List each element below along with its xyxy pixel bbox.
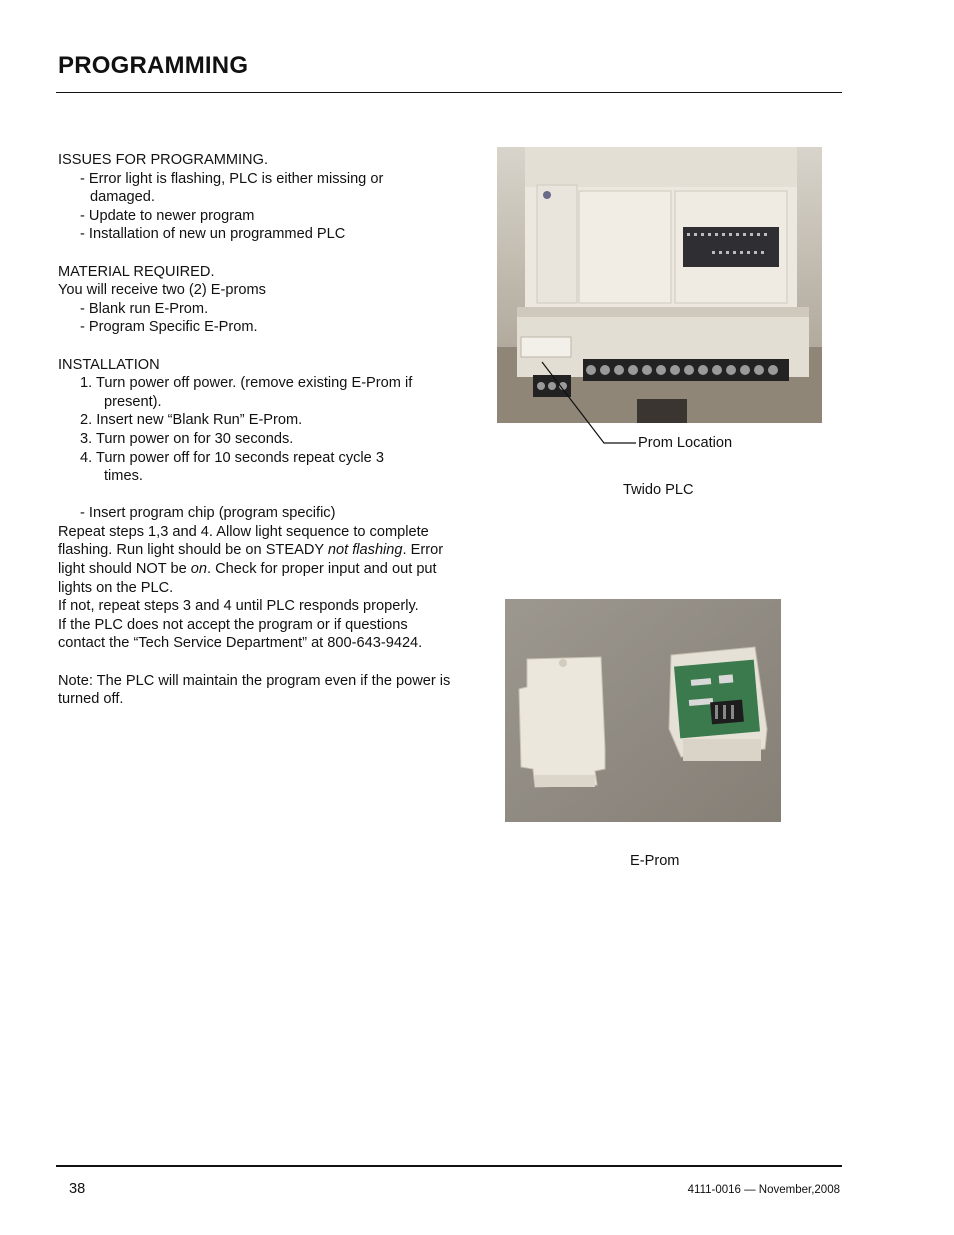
issue-item: - Installation of new un programmed PLC xyxy=(80,226,346,243)
installation-step: 1. Turn power off power. (remove existing E-Prom if xyxy=(80,375,413,392)
header-rule xyxy=(56,92,842,93)
contact-paragraph: If the PLC does not accept the program or if questions contact the “Tech Service Department” at 800-643-9424. xyxy=(58,616,423,652)
prom-location-label: Prom Location xyxy=(638,435,733,451)
issue-item: - Update to newer program xyxy=(80,207,255,224)
instructions-column xyxy=(58,151,458,709)
material-heading: MATERIAL REQUIRED. xyxy=(58,263,215,280)
emphasis-not-flashing: not flashing xyxy=(327,542,403,559)
note-paragraph: Note: The PLC will maintain the program even if the power is turned off. xyxy=(58,672,451,708)
prom-location-callout-line xyxy=(540,360,640,450)
footer-rule xyxy=(56,1165,842,1167)
document-reference: 4111-0016 — November,2008 xyxy=(687,1184,840,1196)
issues-heading: ISSUES FOR PROGRAMMING. xyxy=(58,152,269,168)
installation-step: 4. Turn power off for 10 seconds repeat cycle 3 xyxy=(80,449,384,466)
page-number: 38 xyxy=(69,1181,86,1197)
installation-step: 2. Insert new “Blank Run” E-Prom. xyxy=(80,412,303,429)
eprom-caption: E-Prom xyxy=(630,853,680,869)
material-item: - Program Specific E-Prom. xyxy=(80,319,258,336)
eprom-photo xyxy=(505,599,781,822)
repeat-paragraph: Repeat steps 1,3 and 4. Allow light sequence to complete flashing. Run light should be on STEADY not flashing. Error light should NOT be on. Check for proper input and out put lights on the PLC. xyxy=(58,523,444,596)
page-title: PROGRAMMING xyxy=(58,52,249,79)
installation-step: 3. Turn power on for 30 seconds. xyxy=(80,430,294,447)
issue-item: - Error light is flashing, PLC is either missing or xyxy=(80,170,384,187)
installation-step-continued: times. xyxy=(104,468,143,485)
material-item: - Blank run E-Prom. xyxy=(80,300,209,317)
twido-plc-caption: Twido PLC xyxy=(623,482,694,498)
retry-paragraph: If not, repeat steps 3 and 4 until PLC responds properly. xyxy=(58,598,419,615)
emphasis-on: on xyxy=(190,561,208,578)
installation-step-continued: present). xyxy=(104,393,162,410)
insert-chip-step: - Insert program chip (program specific) xyxy=(80,505,336,522)
material-intro: You will receive two (2) E-proms xyxy=(58,282,266,299)
installation-heading: INSTALLATION xyxy=(58,356,160,373)
issue-item-continued: damaged. xyxy=(90,189,155,206)
